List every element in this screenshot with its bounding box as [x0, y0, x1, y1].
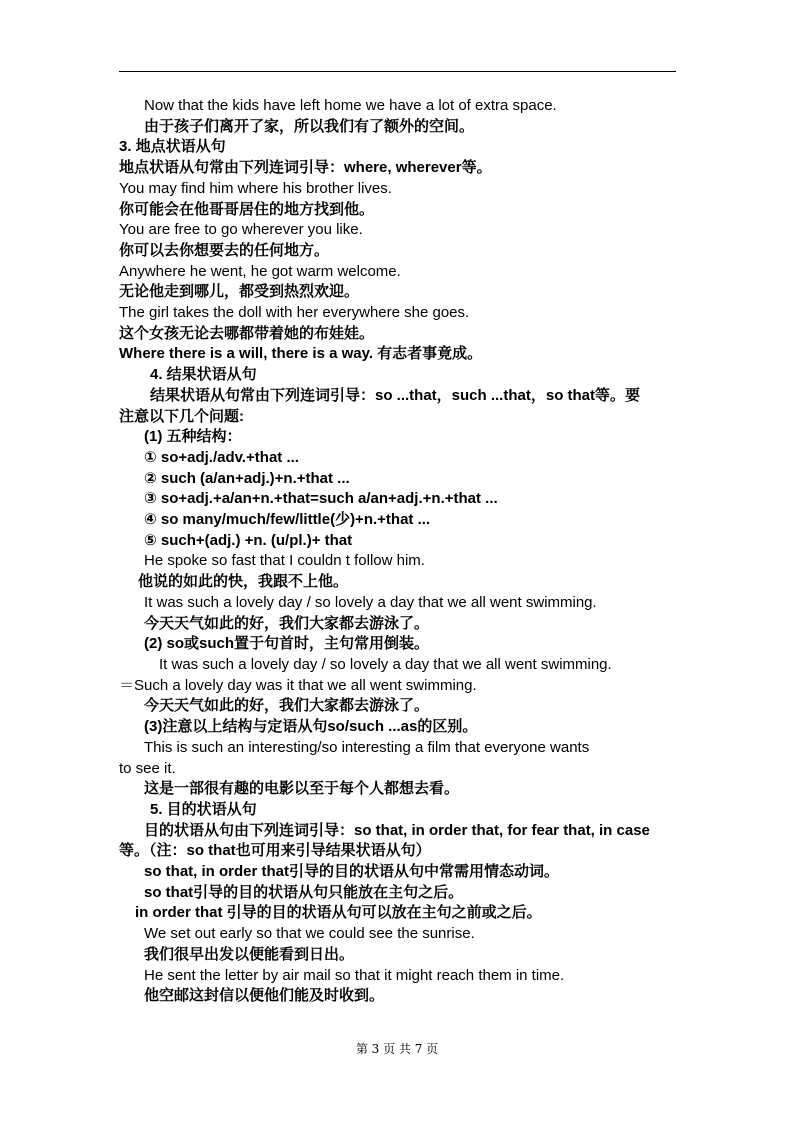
example-english: It was such a lovely day / so lovely a day that we all went swimming. — [159, 655, 612, 673]
example-english: to see it. — [119, 759, 176, 777]
example-chinese: 今天天气如此的好，我们大家都去游泳了。 — [144, 697, 430, 715]
example-chinese: 他空邮这封信以便他们能及时收到。 — [144, 987, 385, 1005]
example-chinese: 这是一部很有趣的电影以至于每个人都想去看。 — [144, 780, 460, 798]
example-english: He sent the letter by air mail so that it might reach them in time. — [144, 966, 565, 984]
example-english: He spoke so fast that I couldn t follow him. — [144, 552, 425, 570]
rule-text: 等。（注：so that也可用来引导结果状语从句） — [119, 842, 431, 860]
proverb-line: Where there is a will, there is a way. 有志者事竟成。 — [119, 345, 483, 363]
rule-text: 结果状语从句常由下列连词引导：so ...that，such ...that，so that等。要 — [150, 386, 641, 404]
structure-item: ④ so many/much/few/little(少)+n.+that ... — [144, 511, 431, 529]
subheading: (1) 五种结构： — [144, 428, 242, 446]
rule-text: in order that 引导的目的状语从句可以放在主句之前或之后。 — [135, 904, 542, 922]
example-english: We set out early so that we could see the sunrise. — [144, 925, 475, 943]
example-chinese: 你可以去你想要去的任何地方。 — [119, 241, 330, 259]
page-body — [119, 96, 684, 1007]
example-english: You may find him where his brother lives. — [119, 179, 392, 197]
example-english: It was such a lovely day / so lovely a day that we all went swimming. — [144, 593, 597, 611]
rule-text: so that引导的目的状语从句只能放在主句之后。 — [144, 883, 464, 901]
example-english: Now that the kids have left home we have a lot of extra space. — [144, 97, 557, 114]
example-english: This is such an interesting/so interesting a film that everyone wants — [144, 738, 590, 756]
structure-item: ② such (a/an+adj.)+n.+that ... — [144, 469, 350, 487]
structure-item: ③ so+adj.+a/an+n.+that=such a/an+adj.+n.+that ... — [144, 490, 498, 508]
rule-text: 地点状语从句常由下列连词引导：where, wherever等。 — [119, 159, 492, 177]
section-heading-result-clause: 4. 结果状语从句 — [150, 366, 257, 384]
example-chinese: 由于孩子们离开了家，所以我们有了额外的空间。 — [144, 117, 475, 135]
example-chinese: 无论他走到哪儿，都受到热烈欢迎。 — [119, 283, 360, 301]
example-chinese: 我们很早出发以便能看到日出。 — [144, 945, 355, 963]
example-chinese: 他说的如此的快，我跟不上他。 — [138, 573, 349, 591]
section-heading-purpose-clause: 5. 目的状语从句 — [150, 800, 257, 818]
subheading: (3)注意以上结构与定语从句so/such ...as的区别。 — [144, 718, 478, 736]
page-number: 第 3 页 共 7 页 — [355, 1042, 439, 1056]
subheading: (2) so或such置于句首时，主句常用倒装。 — [144, 635, 430, 653]
example-chinese: 今天天气如此的好，我们大家都去游泳了。 — [144, 614, 430, 632]
example-english: ＝Such a lovely day was it that we all went swimming. — [119, 676, 477, 694]
example-chinese: 你可能会在他哥哥居住的地方找到他。 — [119, 200, 375, 218]
structure-item: ① so+adj./adv.+that ... — [144, 448, 299, 466]
rule-text: 目的状语从句由下列连词引导：so that, in order that, for fear that, in case — [144, 821, 650, 839]
section-heading-place-clause: 3. 地点状语从句 — [119, 138, 226, 156]
example-english: The girl takes the doll with her everywhere she goes. — [119, 304, 470, 322]
structure-item: ⑤ such+(adj.) +n. (u/pl.)+ that — [144, 531, 353, 549]
rule-text: so that, in order that引导的目的状语从句中常需用情态动词。 — [144, 863, 560, 881]
example-chinese: 这个女孩无论去哪都带着她的布娃娃。 — [119, 324, 375, 342]
example-english: You are free to go wherever you like. — [119, 221, 363, 239]
example-english: Anywhere he went, he got warm welcome. — [119, 262, 401, 280]
header-rule — [119, 71, 676, 72]
rule-text: 注意以下几个问题: — [119, 407, 244, 425]
